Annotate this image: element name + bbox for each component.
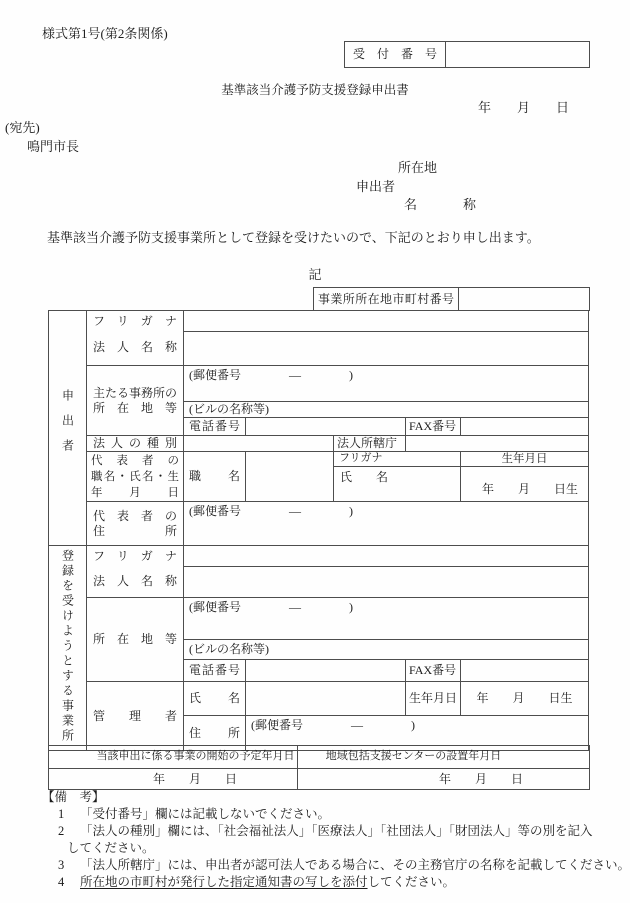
manager-address-field[interactable]: (郵便番号 ― ) [246,716,589,751]
office-tel-field[interactable] [246,660,406,682]
rep-birth-field[interactable]: 年 月 日生 [461,467,589,502]
note-text: 「法人の種別」欄には、「社会福祉法人」「医療法人」「社団法人」「財団法人」等の別を記入 してください。 [67,823,593,856]
receipt-number-label: 受付番号 [345,42,446,68]
notes-section [42,790,630,892]
ki-heading: 記 [308,267,322,282]
note-item-4 [58,874,620,891]
job-title-label: 職名 [184,452,246,502]
representative-label: 代表者の 職名・氏名・生 年月日 [87,452,184,502]
note-number: 4 [58,875,65,890]
applicant-name-label: 名称 [404,197,476,212]
notes-heading: 【備 考】 [42,790,105,804]
manager-name-field[interactable] [246,682,406,716]
body-sentence: 基準該当介護予防支援事業所として登録を受けたいので、下記のとおり申し出ます。 [47,230,540,245]
furigana-label: フリガナ [93,314,177,328]
note-text: 「受付番号」欄には記載しないでください。 [80,806,331,821]
business-start-date-field[interactable]: 年 月 日 [49,769,298,790]
section-office-header: 登録を受けようとする事業所 [49,546,87,751]
office-tel-label: 電話番号 [184,660,246,682]
rep-furigana-label: フリガナ [334,452,461,467]
page-title: 基準該当介護予防支援登録申出書 [221,83,409,97]
support-center-date-field[interactable]: 年 月 日 [298,769,590,790]
office-building-field[interactable]: (ビルの名称等) [184,640,589,660]
bottom-dates-table [48,745,590,790]
addressee: 鳴門市長 [27,139,80,154]
office-corp-name-field[interactable] [184,567,589,598]
note-number: 1 [58,806,65,821]
applicant-furigana-field[interactable] [184,311,589,332]
note-item-1 [58,806,620,823]
office-address-label: 所在地等 [87,598,184,682]
note-number: 3 [58,858,65,873]
job-title-field[interactable] [246,452,334,502]
applicant-tel-label: 電話番号 [184,418,246,436]
corp-authority-field[interactable] [406,436,589,452]
main-table [48,310,589,751]
rep-address-field[interactable]: (郵便番号 ― ) [184,502,589,546]
manager-birth-field[interactable]: 年 月 日生 [461,682,589,716]
applicant-fax-field[interactable] [461,418,589,436]
form-number: 様式第1号(第2条関係) [42,26,168,41]
rep-name-field[interactable]: 氏 名 [334,467,461,502]
applicant-tel-field[interactable] [246,418,406,436]
applicant-kana-name-label [87,311,184,366]
office-fax-label: FAX番号 [406,660,461,682]
note-text: 所在地の市町村が発行した指定通知書の写しを添付してください。 [80,875,456,890]
applicant-corp-name-field[interactable] [184,332,589,366]
corp-type-label: 法人の種別 [87,436,184,452]
note-number: 2 [58,823,65,838]
office-fax-field[interactable] [461,660,589,682]
office-kana-name-label [87,546,184,598]
receipt-number-value-cell[interactable] [446,42,590,68]
applicant-label: 申出者 [356,179,396,194]
corp-name-label: 法人名称 [93,574,177,589]
office-code-box [313,287,590,311]
office-code-value-cell[interactable] [459,288,590,311]
office-postal-field[interactable]: (郵便番号 ― ) [184,598,589,640]
applicant-office-address-label: 主たる事務所の 所在地等 [87,366,184,436]
rep-birth-label: 生年月日 [461,452,589,467]
addressee-prefix: (宛先) [5,120,40,135]
corp-name-label: 法人名称 [93,340,177,354]
note-text: 「法人所轄庁」には、申出者が認可法人である場合に、その主務官庁の名称を記載してください。 [80,858,630,873]
submission-date-line: 年 月 日 [478,100,570,115]
office-code-label: 事業所所在地市町村番号 [314,288,459,311]
rep-address-label: 代表者の 住所 [87,502,184,546]
manager-address-label: 住所 [184,716,246,751]
office-furigana-field[interactable] [184,546,589,567]
applicant-postal-field[interactable]: (郵便番号 ― ) [184,366,589,402]
section-applicant-header: 申出者 [49,311,87,546]
note-item-3 [58,857,630,874]
applicant-fax-label: FAX番号 [406,418,461,436]
receipt-number-box [344,41,590,68]
manager-label: 管理者 [87,682,184,751]
furigana-label: フリガナ [93,549,177,564]
corp-authority-label: 法人所轄庁 [334,436,406,452]
business-start-date-label: 当該申出に係る事業の開始の予定年月日 [49,746,298,769]
manager-birth-label: 生年月日 [406,682,461,716]
applicant-building-field[interactable]: (ビルの名称等) [184,402,589,418]
note-item-2 [58,823,620,857]
support-center-date-label: 地域包括支援センターの設置年月日 [298,746,590,769]
applicant-address-label: 所在地 [398,160,438,175]
manager-name-label: 氏名 [184,682,246,716]
corp-type-field[interactable] [184,436,334,452]
